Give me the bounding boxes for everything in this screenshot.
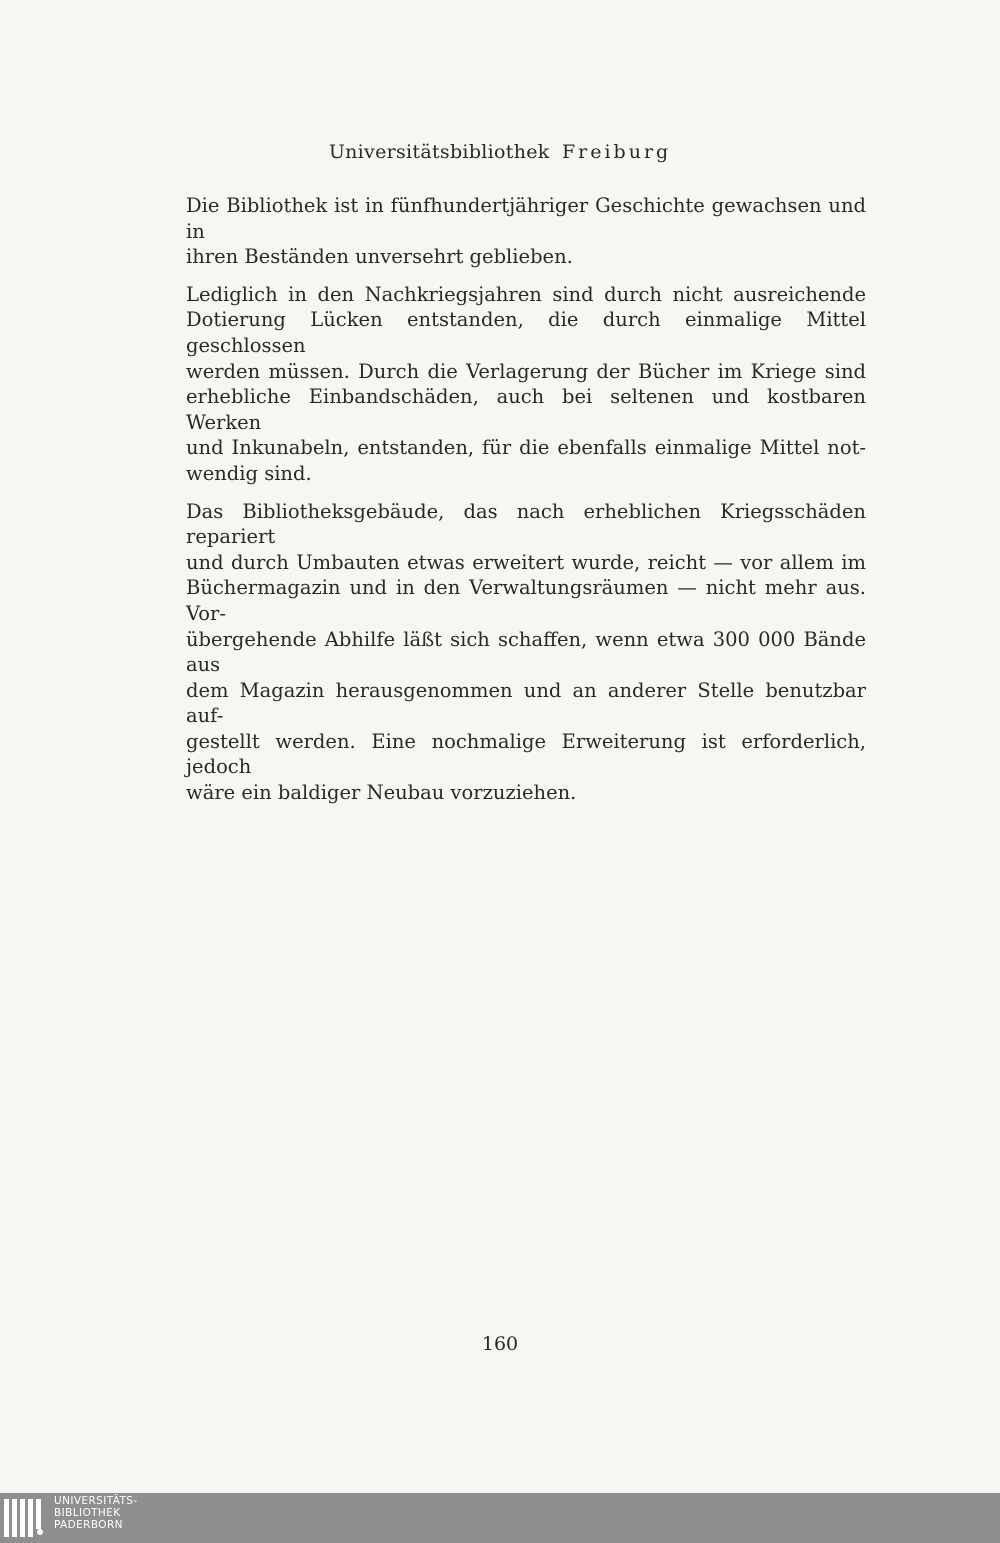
text-line: werden müssen. Durch die Verlagerung der Bücher im Kriege sind — [186, 359, 866, 383]
text-line: und Inkunabeln, entstanden, für die ebenfalls einmalige Mittel not- — [186, 436, 866, 460]
library-logo-text — [54, 1495, 138, 1531]
paragraph-1 — [186, 193, 866, 270]
paragraph-2 — [186, 282, 866, 487]
text-line: Die Bibliothek ist in fünfhundertjähriger Geschichte gewachsen und in — [186, 194, 866, 243]
text-line: ihren Beständen unversehrt geblieben. — [186, 245, 573, 269]
logo-dot-icon — [37, 1529, 43, 1535]
text-line: übergehende Abhilfe läßt sich schaffen, wenn etwa 300 000 Bände aus — [186, 627, 866, 677]
text-line: erhebliche Einbandschäden, auch bei seltenen und kostbaren Werken — [186, 385, 866, 434]
text-line: gestellt werden. Eine nochmalige Erweiterung ist erforderlich, jedoch — [186, 729, 866, 779]
running-head-place: Freiburg — [561, 141, 672, 163]
running-head — [0, 141, 1000, 163]
text-line: wäre ein baldiger Neubau vorzuziehen. — [186, 781, 577, 805]
text-line: wendig sind. — [186, 461, 312, 485]
text-line: Büchermagazin und in den Verwaltungsräumen — nicht mehr aus. Vor- — [186, 576, 866, 625]
logo-line: BIBLIOTHEK — [54, 1507, 121, 1519]
text-line: Das Bibliotheksgebäude, das nach erheblichen Kriegsschäden repariert — [186, 499, 866, 549]
logo-line: PADERBORN — [54, 1519, 123, 1531]
page-number: 160 — [481, 1333, 519, 1355]
footer-bar — [0, 1493, 1000, 1543]
body-text — [186, 193, 866, 818]
paragraph-3 — [186, 499, 866, 806]
text-line: Lediglich in den Nachkriegsjahren sind durch nicht ausreichende — [186, 282, 866, 306]
text-line: und durch Umbauten etwas erweitert wurde, reicht — vor allem im — [186, 550, 866, 574]
text-line: dem Magazin herausgenommen und an anderer Stelle benutzbar auf- — [186, 678, 866, 728]
running-head-title: Universitätsbibliothek — [328, 141, 550, 163]
text-line: Dotierung Lücken entstanden, die durch einmalige Mittel geschlossen — [186, 308, 866, 357]
logo-line: UNIVERSITÄTS- — [54, 1495, 138, 1507]
